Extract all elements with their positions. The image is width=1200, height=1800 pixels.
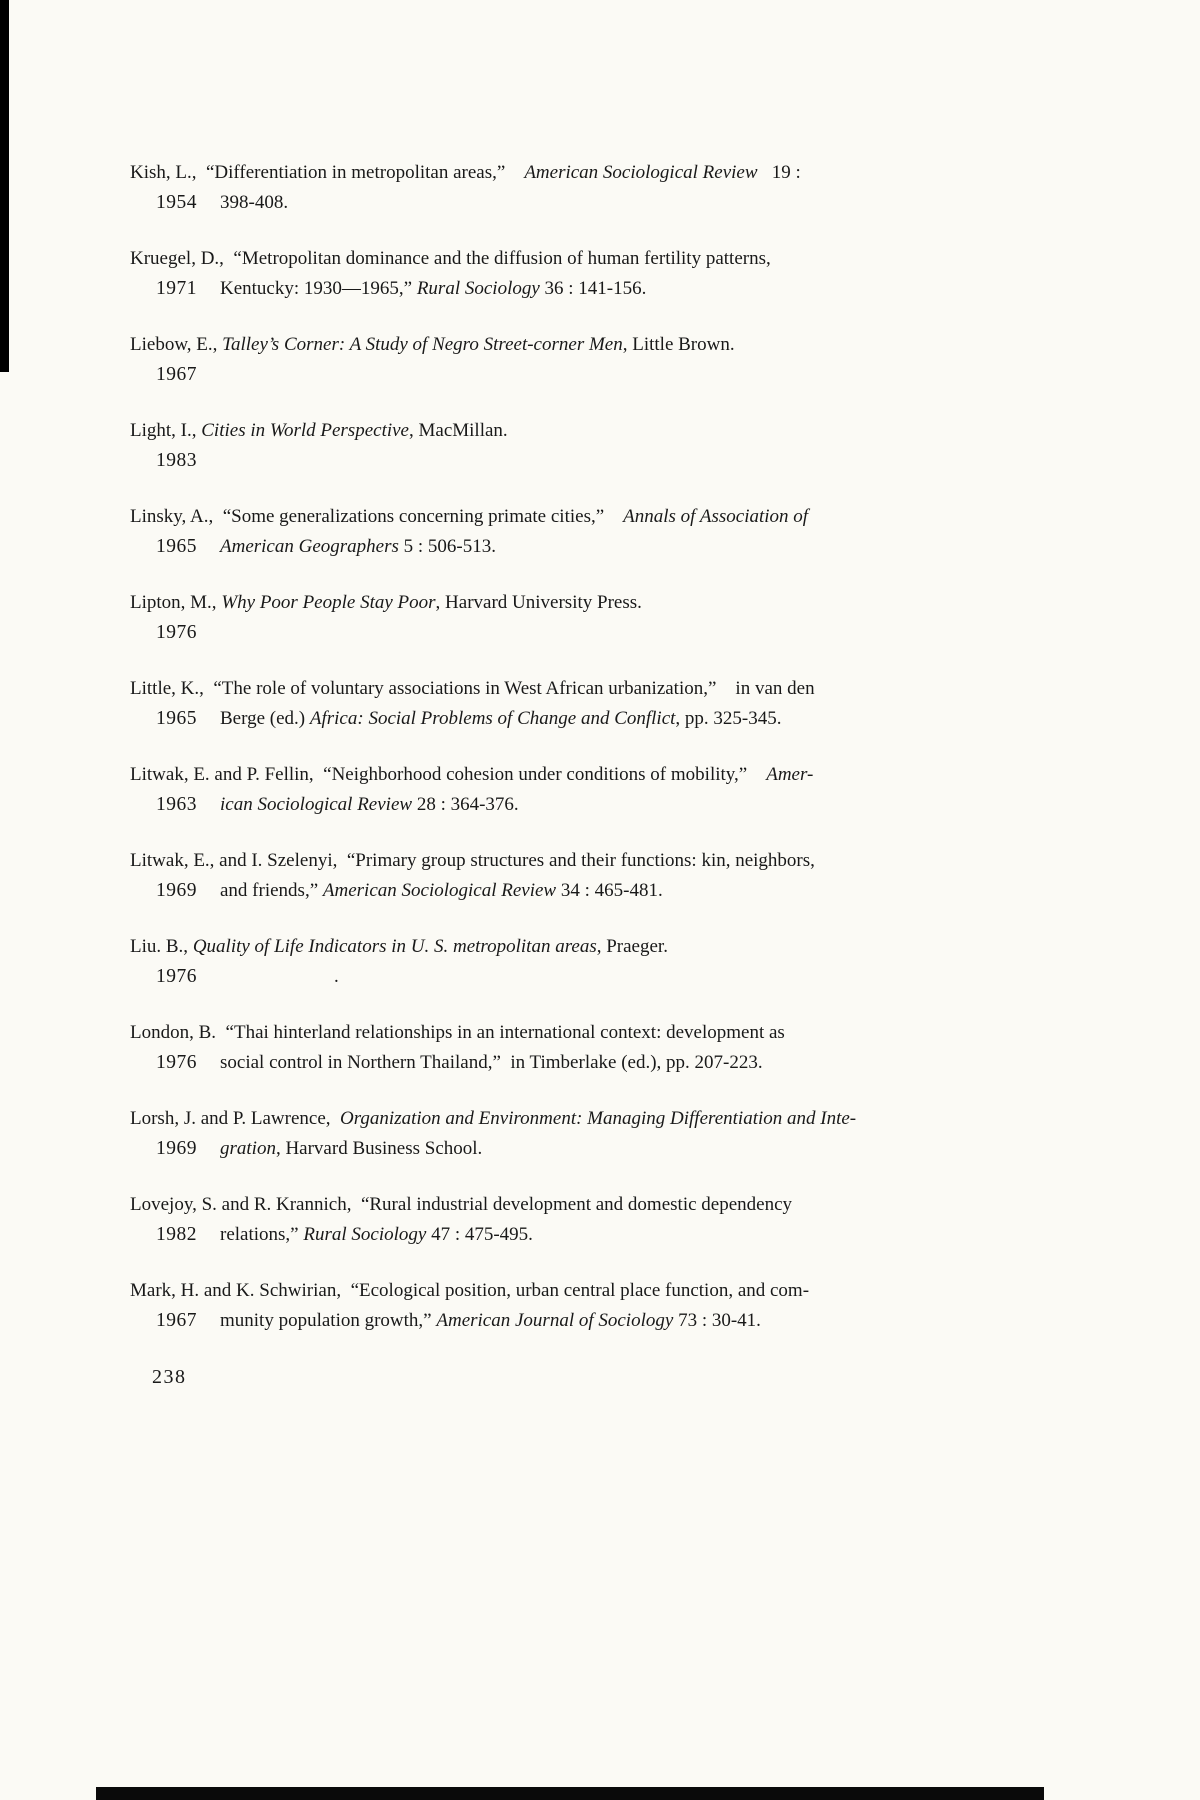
reference-entry	[130, 158, 950, 218]
italic-segment: Amer-	[766, 764, 814, 785]
reference-entry	[130, 760, 950, 820]
reference-first-line	[130, 244, 950, 274]
text-segment: , MacMillan.	[409, 420, 508, 441]
text-segment: Kruegel, D., “Metropolitan dominance and the diffusion of human fertility patterns,	[130, 248, 771, 269]
reference-entry	[130, 1190, 950, 1250]
reference-year: 1969	[156, 880, 197, 901]
references-list	[130, 158, 950, 1362]
reference-first-line	[130, 1018, 950, 1048]
text-segment: , Little Brown.	[622, 334, 735, 355]
text-segment: Linsky, A., “Some generalizations concerning primate cities,”	[130, 506, 624, 527]
text-segment: , Harvard Business School.	[275, 1138, 483, 1159]
reference-year: 1965	[156, 708, 197, 729]
text-segment: Little, K., “The role of voluntary associations in West African urbanization,” in van den	[130, 678, 815, 699]
italic-segment: Rural Sociology	[416, 278, 540, 299]
reference-entry	[130, 502, 950, 562]
text-segment: social control in Northern Thailand,” in Timberlake (ed.), pp. 207-223.	[220, 1052, 763, 1073]
text-segment: Mark, H. and K. Schwirian, “Ecological position, urban central place function, and com-	[130, 1280, 810, 1301]
reference-entry	[130, 588, 950, 648]
text-segment: Liebow, E.,	[130, 334, 223, 355]
reference-second-line	[130, 618, 950, 648]
italic-segment: American Journal of Sociology	[436, 1310, 674, 1331]
reference-year: 1967	[156, 364, 197, 385]
text-segment: London, B. “Thai hinterland relationships in an international context: development as	[130, 1022, 785, 1043]
reference-second-line	[130, 1220, 950, 1250]
text-segment: Lorsh, J. and P. Lawrence,	[130, 1108, 341, 1129]
reference-year: 1954	[156, 192, 197, 213]
text-segment: 36 : 141-156.	[539, 278, 647, 299]
text-segment: Kish, L., “Differentiation in metropolitan areas,”	[130, 162, 525, 183]
italic-segment: Africa: Social Problems of Change and Conflict	[309, 708, 676, 729]
reference-entry	[130, 674, 950, 734]
reference-first-line	[130, 932, 950, 962]
text-segment: and friends,”	[220, 880, 323, 901]
reference-year: 1965	[156, 536, 197, 557]
scan-artifact-bottom-bar	[96, 1787, 1044, 1800]
reference-year: 1969	[156, 1138, 197, 1159]
reference-entry	[130, 1276, 950, 1336]
scan-artifact-left-bar	[0, 0, 9, 372]
text-segment: 73 : 30-41.	[673, 1310, 761, 1331]
reference-second-line	[130, 446, 950, 476]
reference-second-line	[130, 188, 950, 218]
text-segment: 34 : 465-481.	[556, 880, 663, 901]
text-segment: , Praeger.	[596, 936, 668, 957]
text-segment: 47 : 475-495.	[426, 1224, 533, 1245]
italic-segment: American Sociological Review	[524, 162, 758, 183]
text-segment: , Harvard University Press.	[435, 592, 642, 613]
italic-segment: Cities in World Perspective	[201, 420, 409, 441]
reference-second-line	[130, 1048, 950, 1078]
italic-segment: Talley’s Corner: A Study of Negro Street-corner Men	[222, 334, 623, 355]
reference-year: 1963	[156, 794, 197, 815]
reference-second-line	[130, 790, 950, 820]
italic-segment: Organization and Environment: Managing Differentiation and Inte-	[340, 1108, 857, 1129]
reference-second-line	[130, 1306, 950, 1336]
reference-first-line	[130, 588, 950, 618]
text-segment: Lovejoy, S. and R. Krannich, “Rural industrial development and domestic dependency	[130, 1194, 793, 1215]
reference-first-line	[130, 330, 950, 360]
reference-second-line	[130, 962, 950, 992]
italic-segment: Rural Sociology	[303, 1224, 427, 1245]
text-segment: Lipton, M.,	[130, 592, 222, 613]
italic-segment: gration	[220, 1138, 276, 1159]
text-segment: 398-408.	[220, 192, 289, 213]
text-segment: Berge (ed.)	[220, 708, 310, 729]
reference-first-line	[130, 674, 950, 704]
reference-second-line	[130, 1134, 950, 1164]
reference-first-line	[130, 1190, 950, 1220]
reference-year: 1982	[156, 1224, 197, 1245]
reference-year: 1971	[156, 278, 197, 299]
reference-year: 1976	[156, 966, 197, 987]
reference-second-line	[130, 274, 950, 304]
text-segment: Kentucky: 1930—1965,”	[220, 278, 417, 299]
text-segment: relations,”	[220, 1224, 304, 1245]
reference-first-line	[130, 760, 950, 790]
reference-first-line	[130, 846, 950, 876]
italic-segment: ican Sociological Review	[220, 794, 413, 815]
reference-first-line	[130, 416, 950, 446]
text-segment: Litwak, E. and P. Fellin, “Neighborhood cohesion under conditions of mobility,”	[130, 764, 767, 785]
reference-year: 1967	[156, 1310, 197, 1331]
italic-segment: Annals of Association of	[623, 506, 809, 527]
italic-segment: American Geographers	[220, 536, 399, 557]
reference-entry	[130, 846, 950, 906]
reference-year: 1983	[156, 450, 197, 471]
reference-year: 1976	[156, 622, 197, 643]
reference-second-line	[130, 876, 950, 906]
text-segment: , pp. 325-345.	[675, 708, 782, 729]
reference-entry	[130, 1104, 950, 1164]
reference-year: 1976	[156, 1052, 197, 1073]
reference-second-line	[130, 532, 950, 562]
reference-second-line	[130, 704, 950, 734]
reference-first-line	[130, 158, 950, 188]
italic-segment: Why Poor People Stay Poor	[221, 592, 436, 613]
reference-entry	[130, 932, 950, 992]
reference-first-line	[130, 1276, 950, 1306]
text-segment: Litwak, E., and I. Szelenyi, “Primary group structures and their functions: kin, neighbors,	[130, 850, 815, 871]
italic-segment: Quality of Life Indicators in U. S. metropolitan areas	[192, 936, 597, 957]
page-number: 238	[152, 1366, 187, 1388]
reference-second-line	[130, 360, 950, 390]
text-segment: Light, I.,	[130, 420, 202, 441]
text-segment: 5 : 506-513.	[398, 536, 496, 557]
reference-entry	[130, 416, 950, 476]
reference-entry	[130, 1018, 950, 1078]
text-segment: munity population growth,”	[220, 1310, 437, 1331]
text-segment: 19 :	[757, 162, 801, 183]
reference-entry	[130, 330, 950, 390]
reference-first-line	[130, 1104, 950, 1134]
reference-first-line	[130, 502, 950, 532]
text-segment: .	[220, 966, 339, 987]
text-segment: 28 : 364-376.	[412, 794, 519, 815]
reference-entry	[130, 244, 950, 304]
text-segment: Liu. B.,	[130, 936, 193, 957]
italic-segment: American Sociological Review	[322, 880, 557, 901]
